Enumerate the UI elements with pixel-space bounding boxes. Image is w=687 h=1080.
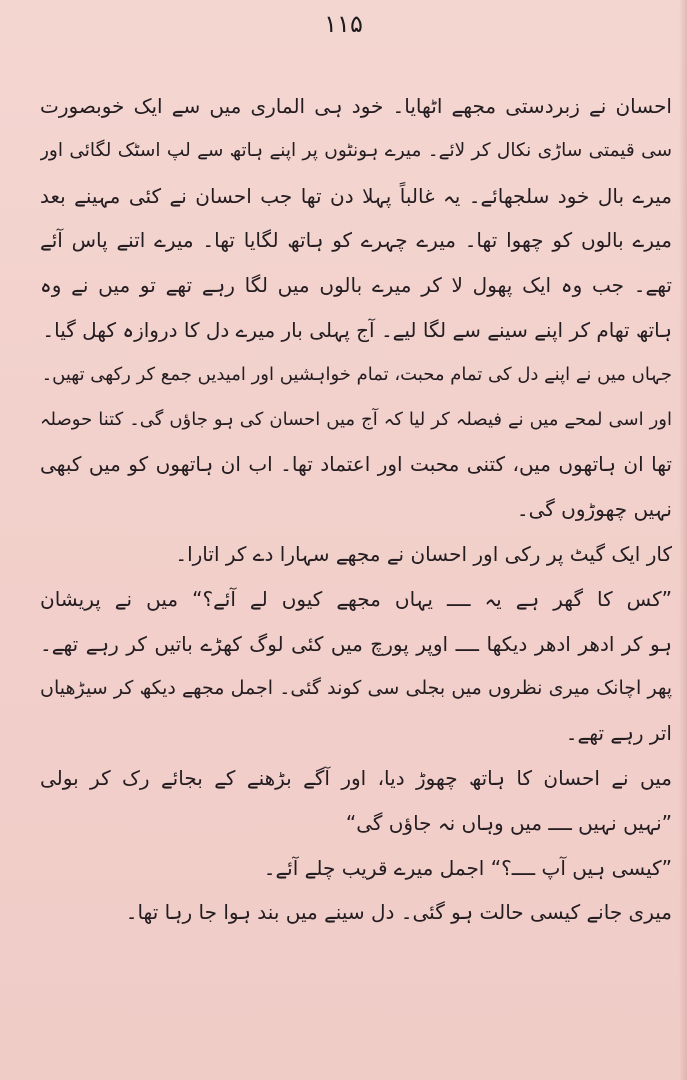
text-line: میری جانے کیسی حالت ہو گئی۔ دل سینے میں بند ہوا جا رہا تھا۔ [125, 900, 672, 925]
text-line: ہاتھ تھام کر اپنے سینے سے لگا لیے۔ آج پہلی بار میرے دل کا دروازہ کھل گیا۔ [42, 317, 672, 342]
text-line: اور اسی لمحے میں نے فیصلہ کر لیا کہ آج میں احسان کی ہو جاؤں گی۔ کتنا حوصلہ [40, 408, 672, 430]
text-line: ”نہیں نہیں ــــ میں وہاں نہ جاؤں گی“ [345, 810, 672, 835]
text-line: اتر رہے تھے۔ [565, 721, 672, 746]
text-line: کار ایک گیٹ پر رکی اور احسان نے مجھے سہارا دے کر اتارا۔ [175, 541, 672, 566]
page-number: ۱۱۵ [324, 10, 363, 38]
text-line: پھر اچانک میری نظروں میں بجلی سی کوند گئی۔ اجمل مجھے دیکھ کر سیڑھیاں [40, 677, 672, 700]
body-text [40, 84, 672, 935]
page-edge [679, 0, 687, 1080]
text-line: احسان نے زبردستی مجھے اٹھایا۔ خود ہی الماری میں سے ایک خوبصورت [40, 94, 672, 118]
text-line: ”کس کا گھر ہے یہ ــــ یہاں مجھے کیوں لے آئے؟“ میں نے پریشان [40, 586, 672, 611]
text-line: نہیں چھوڑوں گی۔ [516, 497, 672, 522]
text-line: جہاں میں نے اپنے دل کی تمام محبت، تمام خواہشیں اور امیدیں جمع کر رکھی تھیں۔ [41, 363, 672, 385]
text-line: تھے۔ جب وہ ایک پھول لا کر میرے بالوں میں لگا رہے تھے تو میں نے وہ [40, 273, 672, 298]
text-line: میرے بالوں کو چھوا تھا۔ میرے چہرے کو ہاتھ لگایا تھا۔ میرے اتنے پاس آئے [40, 228, 672, 253]
text-line: میرے بال خود سلجھائے۔ یہ غالباً پہلا دن تھا جب احسان نے کئی مہینے بعد [40, 183, 672, 208]
text-line: سی قیمتی ساڑی نکال کر لائے۔ میرے ہونٹوں پر اپنے ہاتھ سے لپ اسٹک لگائی اور [40, 139, 672, 161]
text-line: ہو کر ادھر ادھر دیکھا ــــ اوپر پورچ میں کئی لوگ کھڑے باتیں کر رہے تھے۔ [40, 631, 672, 656]
text-line: تھا ان ہاتھوں میں، کتنی محبت اور اعتماد تھا۔ اب ان ہاتھوں کو میں کبھی [40, 452, 672, 477]
text-line: میں نے احسان کا ہاتھ چھوڑ دیا، اور آگے بڑھنے کے بجائے رک کر بولی [40, 765, 672, 790]
text-line: ”کیسی ہیں آپ ــــ؟“ اجمل میرے قریب چلے آئے۔ [263, 855, 672, 880]
